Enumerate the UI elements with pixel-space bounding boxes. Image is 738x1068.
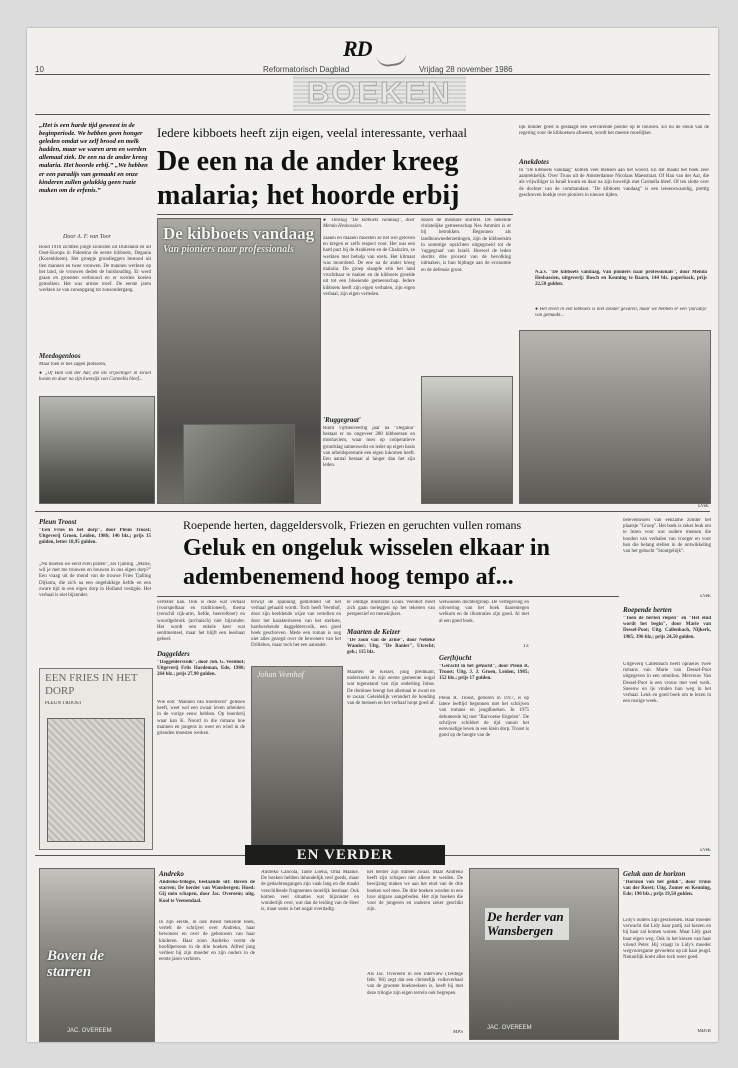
verder-col2: Andreko Cancola, Tante Loena, Oma Maaike. De boeken hebben inhoudelijk veel goeds, maar de gedachtengangen zijn vaak lang en die maakt verschillende fragmenten moeilijk leesbaar. Ook komen veel situaties wat bijzonder en wonderlijk over, wat dan de leiding van de Heer is, maar soms is het nogal overdadig. [261,870,359,913]
intro-body: Rond 1910 zichtten jonge zionisten uit Duitsland en uit Oost-Europa in Palestina de eerste kibboets, Degania (Korenbloem). Het groepje grondleggers bestond uit tien mannen en twee vrouwen. De mannen werkten op het land, de vrouwen deden de huishouding. Er werd graan en groenten verbouwd en er werden koeien gemolken. Het was armoe troef. De eerste jaren werkten ze van zonsopgang tot zonsondergang. [39,245,151,294]
verder-bookinfo-2: "Horizon van het geluk", door Truus van der Roest; Uitg. Zomer en Keuning, Ede; 190 blz.; prijs 19,50 gulden. [623,880,711,898]
article1-col2: Ruim vijftienveertig jaar na "Degania" bestaat er nu ongeveer 280 kibboetsen en moshaviem, waar men op coöperatieve grondslag samenwerkt en ieder op eigen basis van arbeidsprestatie een eigen inkomen heeft. Een aantal bestaat al langer dan het zijn leden. [323,426,415,469]
book-cover-title: De kibboets vandaag [163,224,315,243]
article1-subhead-2: Anekdotes [519,158,549,166]
article2-bookinfo-2: "De zoon van de arme", door Nelleke Wander; Uitg. "De Banier", Utrecht; geb.; 115 blz. [347,638,435,656]
book-cover-subtitle: Van pioniers naar professionals [163,244,294,255]
book-cover-1-title: Boven de starren [47,948,105,980]
article2-col3: te ontdige illustratie Louis Veenhof moet zich gaan toeleggen op het tekenen van perspectief en menskijkers. [347,600,435,618]
article2-initials-1: TZ [522,644,529,649]
book-cover-fries-drawing [47,718,145,842]
article2-headline: Geluk en ongeluk wisselen elkaar in adembenemend hoog tempo af... [183,535,550,590]
article2-col5b: Uitgeverij Callenbach heeft opnieuw twee romans van Marie van Dessel-Poot uitgegeven in een omnibus. Mevrouw Van Dessel-Poot is een vrouw met veel werk. Sneeuw en ijs vinden hun weg in het verhaal. Leuk en goed boek om te lezen in een rustige week. [623,662,711,705]
intro-caption: ● „Of Han van der Aar, die als vrijwilliger in Israël kwam en daar na zijn kwetsijk van Carmella bleef... [39,371,151,383]
newspaper-page [27,28,718,1042]
article2-subhead-3: Ger(h)ucht [439,654,472,662]
article1-initials: LVeE [698,504,709,509]
article1-subhead: 'Ruggegraat' [323,416,361,424]
article2-col1: verteller kan. Ook is deze wat verhaal (voorspelbaar en traditioneel), thema (verschil rijk-arm, liefde, beerrelboer) en woordgebruik (archaïsch) niet bijzonder. Het wordt een enkele keer wat sentimenteel, maar het blijft een leesbaar geheel. [157,600,245,643]
book-cover-1-author: JAC. OVEREEM [67,1028,112,1034]
book-cover-fries-title: EEN FRIES IN HET DORP [45,672,138,697]
verder-subhead-2: Geluk aan de horizon [623,870,686,878]
verder-col4: Lidy's ouders zijn gescheiden. Haar moeder verwacht dat Lidy haar partij zal kiezen en bij haar zal komen wonen. Maar Lidy gaat haar eigen weg. Ook in het kiezen van haar vriend Peter. Hij vraagt in Lidy's moeder wegvoorsgame gevoelens op uit haar jeugd. Natuurlijk komt alles toch weer goed. [623,918,711,961]
kibboets-people-photo [519,330,711,504]
verder-subhead-1: Andreko [159,870,184,878]
left-body: „Nu moeten we eerst even praten”, zei Tjalling. „Marie, wil je met me trouwen en bouwen in ons eigen dorp?” Een vraag uit de mond van de trouwe Fries Tjalling Dijkstra, die zich na een ongelukkige liefde en een zware tijd in een eigen dorp in Holland vestigde. Het verhaal is niet bijzonder. [39,562,151,599]
book-cover-herder-van-wansbergen [469,868,619,1040]
intro-quote: „Het is een harde tijd geweest in de beginperiode. We hebben geen honger geleden omdat we zelf brood en melk hadden, maar we waren arm en werden allemaal ziek. De een na de ander kreeg malaria. Het hoorde erbij.” „We hebben er een paradijs van gemaakt en onze kinderen zullen gelukkig geen ruzie maken om de erfenis.” [39,122,148,194]
article2-kicker: Roepende herten, daggeldersvolk, Friezen en geruchten vullen romans [183,518,522,532]
article2-bookinfo-3: "Geracht in het gehucht", door Pleun R. Troost; Uitg. J. J. Groen, Leiden, 1985; 152 blz.; prijs 17 gulden. [439,664,529,682]
article2-initials-2: LVeE [700,594,711,599]
issue-date: Vrijdag 28 november 1986 [419,65,513,74]
article1-bookinfo: N.a.v. "De kibboets vandaag, Van pioniers naar professionals", door Menda Hesbassien, uitgeverij: Bosch en Keuning te Baarn, 144 blz. paperback, prijs 22,50 gulden. [535,270,707,288]
verder-initials-1: MPS [452,1030,463,1035]
intro-photo [39,396,155,504]
article2-col5: beleventissen van eenzame zonder het plaatsje "Groep". Het boek is zeker leuk om te lezen voor wat oudere mensen die houden van verhalen van vroeger en voor hen die belang stellen in de ontwikkeling van het gehucht "Stoutgehijk". [623,518,711,555]
article1-col3: dozen de mosbare shirotel. De bekende christelijke gemeenschap Nes Ammim is er bij betrokken. Begonnen als landbouwnederzettingen, zijn de kibboetsim in sommige opzichten uitgegroeid tot de 'ruggegraat' van Israël. Hoewel de leden slechts drie procent van de bevolking uitmaken, is hun bijdrage aan de economie en de defensie groot. [421,218,511,273]
verder-col3: het herder zijn dubbel zwaar. Maar Andreko heeft zijn schapen niet alleen te weiden. De bewijzing maken we aan het eind van de drie boeken wel mee. De drie boeken worden in een luxe uitgave aangeboden. Het zijn boeken die voor de jongeren en ouderen zeker geschikt zijn. [367,870,463,913]
article2-subhead-1: Daggelders [157,650,190,658]
paper-name: Reformatorisch Dagblad [263,65,350,74]
article1-col1: zaaien en maaien moesten ze het wel geloven en kregen er zelfs respect voor. Het was een hard pact bij de Arabieren en de Chaluzim, ze werkten met behulp van ezels. Het klimaat was moordend. De ene na de ander kreeg malaria. De groep slaagde erin het land vruchtbaar te maken en de kibboets groeide uit tot een bloeiende gemeenschap. Iedere kibboets heeft zijn eigen verhalen, zijn eigen verhaal, zijn eigen verleden. [323,236,415,297]
verder-col3b: Als Jac. Overeem in een interview (Terdege febr. '86) zegt dat een christelijk volksverhaal van de grootste boekreeksen is, heeft hij met deze trilogie zijn eigen terrein ook begrepen. [367,972,463,996]
section-rule [35,114,710,115]
article2-subhead-4: Roepende herten [623,606,672,614]
article1-kicker: Iedere kibboets heeft zijn eigen, veelal interessante, verhaal [157,125,468,140]
article2-col2: terwijl de spanning gemiddeld uit het verhaal gehaald wordt. Toch heeft Veenhof, door zijn beeldende wijze van vertellen en door het karakteriseren van het sterkste, hardwerkende daggeldersvolk, een goed boek geschreven. Mede een roman is nog niet alles gezegd over de bewoners van het Drillebos, maar toch het een aanrader. [251,600,341,649]
kibboets-photo-collage [183,424,295,504]
article2-col4: welwassen dochtergroep. De vertegeving en uitvoering van het boek daarentegen welkom en de illustraties zijn goed. Al met al een goed boek. [439,600,529,624]
verder-col1: In zijn eerste, in ook meest bekende boek, vertelt de schrijver over Andreko, haar bewoners en over de gebouwen van haar kinderen. Haar zoon Andreko vormt de hoofdpersoon in de drie boeken. Alfred jong verliest hij zijn moeder en zijn ouders in de eerste jaren verloren. [159,920,255,963]
book-cover-daggeldersvolk [251,666,343,850]
article1-col4: lijk minder goed is geslaagd een welvarende positie op te bouwen. En nu de steun van de regering voor de kibboetsen afneemt, wordt het meeste moeilijker. [519,125,709,137]
article2-rule [157,596,619,597]
book-cover-2-title: De herder van Wansbergen [485,908,569,940]
section-title: BOEKEN [293,75,466,111]
book-cover-daggeldersvolk-author: Johan Veenhof [257,670,304,679]
kibboets-landscape-photo [421,376,513,504]
verder-initials-2: MBvR [697,1029,711,1034]
intro-byline: Door A. F. van Toor [63,234,111,240]
article2-subhead-2: Maarten de Keizer [347,628,401,636]
article1-headline: De een na de ander kreeg malaria; het hoorde erbij [157,146,460,211]
article2-col3b: Maarten de Keizer, jong predikant, onderzoekt in zijn eerste gemeente nogal wat tegenstand van zijn onderling Jobse. De dominee brengt het allemaal te zwart en te zwaar. Geleidelijk verandert de houding van de mensen en het verhaal loopt goed af. [347,670,435,707]
page-number: 10 [35,65,44,74]
verder-bookinfo-1: Andreko-trilogie, bestaande uit: Boven de starren; De herder van Wansbergen; Hoed: Gij mèn schapen, door Jac. Overeem; uitg. Kool te Veenendaal. [159,880,255,904]
masthead-logo: RD [343,36,372,61]
en-verder-banner: EN VERDER [245,845,445,865]
left-bookinfo: "Een Fries in het dorp", door Pleun Troost; Uitgeverij Groen, Leiden, 1986; 146 blz.; prijs 15 gulden, letter 18,95 gulden. [39,528,151,546]
article1-col4b: In "De kibboets vandaag" komen veel mensen aan het woord. En dat maakt het boek zeer aantrekkelijk. Over Truus uit de Amsterdamse Nicolaas Maesstraat. Of Han van der Aar, die als vrijwilliger in Israël kwam en daar na zijn huwelijk met Carmella bleef. Of ten slotte over de dochter van de commandant. "De kibboets vandaag" is een leesenswaardig, prettig geschreven boekje over pioniers in nieuwe tijden. [519,168,709,198]
book-cover-fries-author: PLEUN TROOST [45,701,82,706]
article1-caption-2: ● Het leven in een kibboets is niet zonder gevaren, maar we hebben er een 'paradijs' van gemaakt... [535,307,707,319]
book-cover-2-author: JAC. OVEREEM [487,1025,532,1031]
article2-bookinfo-1: "Daggeldersvolk", door Joh. G. Veenhof; Uitgeverij Friis Hardeman, Ede, 1986; 264 blz.; prijs 27,90 gulden. [157,660,245,678]
masthead-logo-swash [376,52,407,68]
article1-caption: ● Omslag "De kibboets vandaag", door Menda Hesbassien. [323,218,415,230]
intro-subhead: Meedogenloos [39,352,81,360]
article2-col1b: Wie ooit "Mannen van Sliedrecht" gelezen heeft, weet wel een zwaar leven arbeiders in de vorige eeuw hebben. Op boerderij waar kan K. Noord in die romans hoe mannen en jongens in weer en wind in de grienden moesten werken. [157,700,245,737]
article2-col4b: Pleun R. Troost, geboren in 1917, is op latere leeftijd begonnen met het schrijven van romans en jeugdboeken. In 1975 debuteerde hij met "Barvoetse Engelen". De schrijver schildert de tijd vanuit het eenvoudige leven in een klein dorp. Troost is goed op de hoogte van de [439,696,529,739]
article2-initials-3: LVeE [700,848,711,853]
intro-body-2: Maar toen er bes zagen plotseren, [39,362,107,367]
article1-rule [157,214,513,215]
left-subhead: Pleun Troost [39,518,77,526]
article2-bookinfo-4: "Toen de herten riepen" en "Het eind wordt het begin", door Marie van Dessel-Poot; Uitg. Callenbach, Nijkerk, 1985; 396 blz.; prijs 24,50 gulden. [623,616,711,640]
mid-rule [35,511,710,512]
